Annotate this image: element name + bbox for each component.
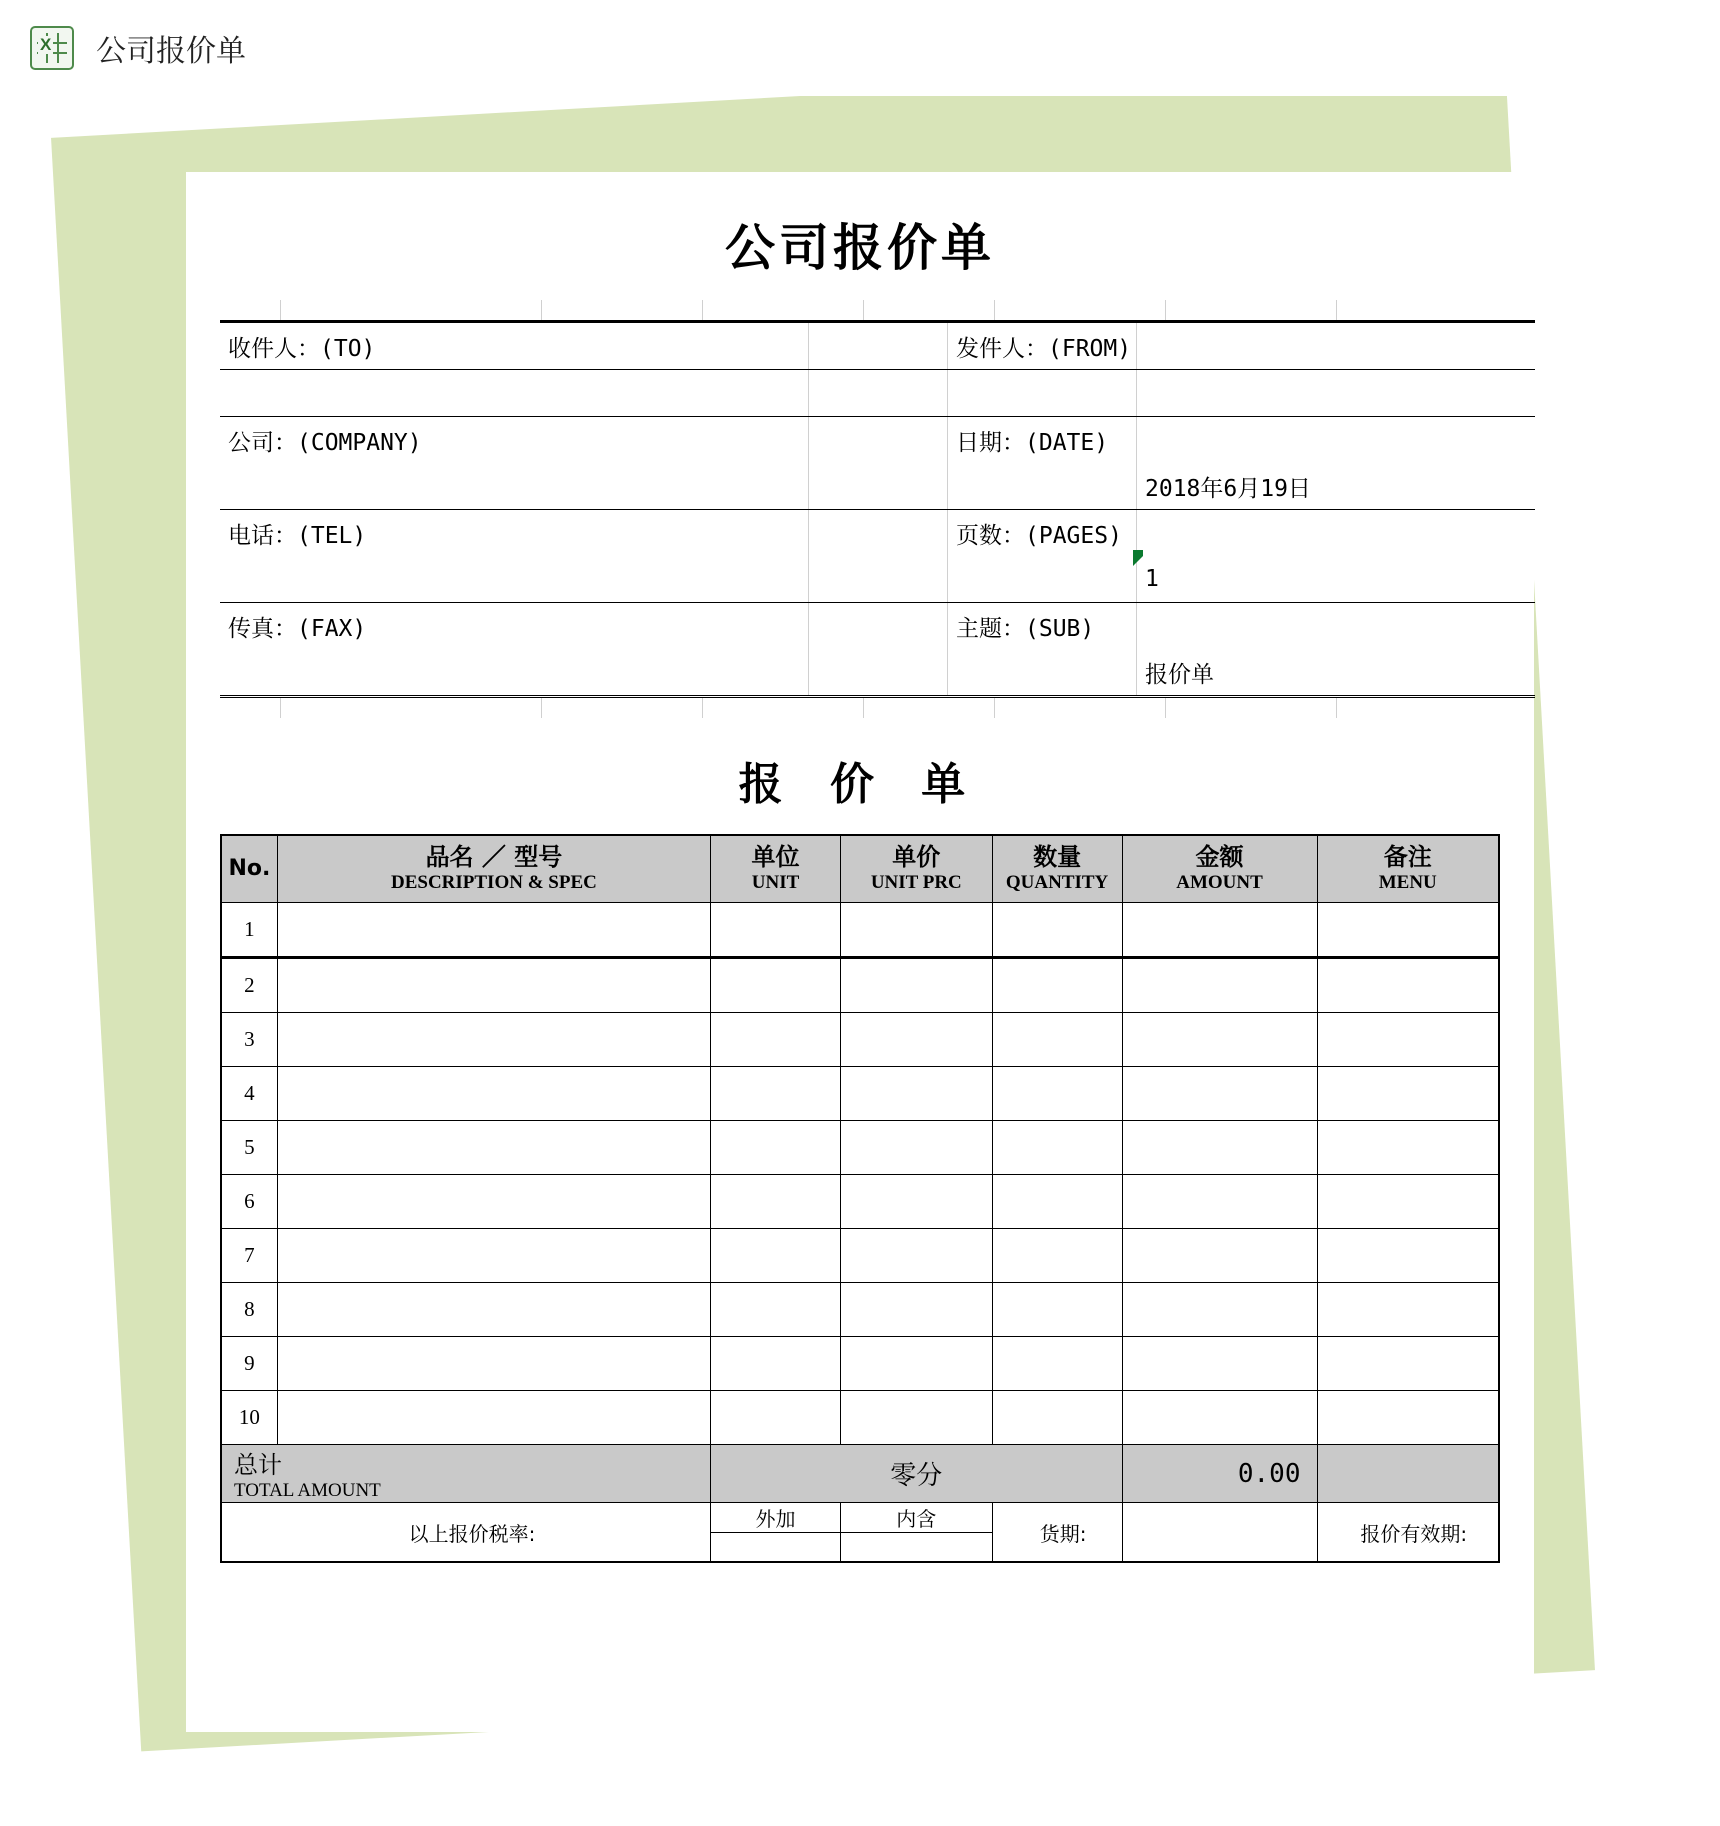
cell-description[interactable] bbox=[277, 1121, 710, 1175]
cell-amount[interactable] bbox=[1122, 1229, 1317, 1283]
cell-amount[interactable] bbox=[1122, 903, 1317, 958]
col-header-menu: 备注 MENU bbox=[1317, 835, 1499, 903]
cell-unit-price[interactable] bbox=[840, 1175, 992, 1229]
cell-description[interactable] bbox=[277, 1391, 710, 1445]
cell-quantity[interactable] bbox=[992, 958, 1122, 1013]
cell-menu[interactable] bbox=[1317, 1067, 1499, 1121]
x-letter-glyph: X bbox=[40, 35, 52, 54]
info-row-pages-value bbox=[220, 556, 1535, 603]
cell-menu[interactable] bbox=[1317, 958, 1499, 1013]
cell-menu[interactable] bbox=[1317, 1229, 1499, 1283]
cell-quantity[interactable] bbox=[992, 1013, 1122, 1067]
cell-unit-price[interactable] bbox=[840, 1283, 992, 1337]
field-pages-label: 页数：(PAGES) bbox=[948, 510, 1137, 557]
field-date-value[interactable]: 2018年6月19日 bbox=[1137, 463, 1536, 510]
table-row bbox=[221, 958, 1499, 1013]
field-to-value[interactable] bbox=[809, 322, 948, 370]
field-sub-value[interactable]: 报价单 bbox=[1137, 649, 1536, 697]
field-date-spacer bbox=[1137, 417, 1536, 464]
app-header bbox=[0, 0, 1720, 96]
cell-unit[interactable] bbox=[711, 1229, 841, 1283]
cell-amount[interactable] bbox=[1122, 1121, 1317, 1175]
info-row-fax bbox=[220, 603, 1535, 650]
cell-amount[interactable] bbox=[1122, 1013, 1317, 1067]
cell-quantity[interactable] bbox=[992, 1283, 1122, 1337]
col-header-unit-price: 单价 UNIT PRC bbox=[840, 835, 992, 903]
tax-option-external-value[interactable] bbox=[711, 1533, 840, 1562]
info-row-company bbox=[220, 417, 1535, 464]
cell-menu[interactable] bbox=[1317, 1013, 1499, 1067]
cell-quantity[interactable] bbox=[992, 1337, 1122, 1391]
field-fax-value[interactable] bbox=[809, 603, 948, 650]
table-row bbox=[221, 1067, 1499, 1121]
cell-unit[interactable] bbox=[711, 1391, 841, 1445]
delivery-value[interactable] bbox=[1122, 1503, 1317, 1563]
tax-option-internal-label: 内含 bbox=[841, 1503, 992, 1533]
row-index: 9 bbox=[221, 1337, 277, 1391]
table-row bbox=[221, 1337, 1499, 1391]
col-header-no: No. bbox=[221, 835, 277, 903]
cell-description[interactable] bbox=[277, 903, 710, 958]
table-row bbox=[221, 1283, 1499, 1337]
cell-unit[interactable] bbox=[711, 903, 841, 958]
row-index: 5 bbox=[221, 1121, 277, 1175]
cell-menu[interactable] bbox=[1317, 1283, 1499, 1337]
col-header-unit: 单位 UNIT bbox=[711, 835, 841, 903]
document-sheet bbox=[186, 172, 1534, 1732]
table-row bbox=[221, 1013, 1499, 1067]
cell-unit[interactable] bbox=[711, 958, 841, 1013]
field-pages-spacer bbox=[1137, 510, 1536, 557]
cell-unit[interactable] bbox=[711, 1013, 841, 1067]
table-row bbox=[221, 1391, 1499, 1445]
page-title: 公司报价单 bbox=[96, 34, 246, 69]
field-tel-label: 电话：(TEL) bbox=[220, 510, 809, 557]
row-index: 4 bbox=[221, 1067, 277, 1121]
table-row bbox=[221, 1175, 1499, 1229]
cell-quantity[interactable] bbox=[992, 1121, 1122, 1175]
row-index: 1 bbox=[221, 903, 277, 958]
cell-quantity[interactable] bbox=[992, 1175, 1122, 1229]
quotation-table bbox=[220, 834, 1500, 1563]
cell-amount[interactable] bbox=[1122, 1283, 1317, 1337]
field-pages-value[interactable] bbox=[1137, 556, 1536, 603]
cell-unit[interactable] bbox=[711, 1337, 841, 1391]
total-row bbox=[221, 1445, 1499, 1503]
field-tel-value[interactable] bbox=[809, 510, 948, 557]
info-row-to bbox=[220, 322, 1535, 370]
validity-label: 报价有效期: bbox=[1317, 1503, 1499, 1563]
pages-comment-marker: 1 bbox=[1145, 566, 1159, 592]
header-info-table bbox=[220, 320, 1535, 698]
col-header-description: 品名 ／ 型号 DESCRIPTION & SPEC bbox=[277, 835, 710, 903]
field-company-label: 公司：(COMPANY) bbox=[220, 417, 809, 464]
col-header-amount: 金额 AMOUNT bbox=[1122, 835, 1317, 903]
col-header-quantity: 数量 QUANTITY bbox=[992, 835, 1122, 903]
grid-strip-top bbox=[220, 300, 1507, 320]
footer-row bbox=[221, 1503, 1499, 1563]
cell-menu[interactable] bbox=[1317, 1337, 1499, 1391]
section-title: 报 价 单 bbox=[738, 759, 982, 810]
cell-amount[interactable] bbox=[1122, 1391, 1317, 1445]
tax-options-cell-2 bbox=[840, 1503, 992, 1563]
row-index: 10 bbox=[221, 1391, 277, 1445]
table-row bbox=[221, 1121, 1499, 1175]
table-row bbox=[221, 903, 1499, 958]
info-row-sub-value bbox=[220, 649, 1535, 697]
cell-unit-price[interactable] bbox=[840, 1337, 992, 1391]
cell-unit-price[interactable] bbox=[840, 1067, 992, 1121]
cell-unit-price[interactable] bbox=[840, 1013, 992, 1067]
row-index: 2 bbox=[221, 958, 277, 1013]
cell-unit-price[interactable] bbox=[840, 1391, 992, 1445]
field-from-value[interactable] bbox=[1137, 322, 1536, 370]
row-index: 6 bbox=[221, 1175, 277, 1229]
tax-options-cell bbox=[711, 1503, 841, 1563]
total-menu-cell bbox=[1317, 1445, 1499, 1503]
cell-menu[interactable] bbox=[1317, 1121, 1499, 1175]
field-sub-spacer bbox=[1137, 603, 1536, 650]
field-sub-label: 主题：(SUB) bbox=[948, 603, 1137, 650]
cell-description[interactable] bbox=[277, 1229, 710, 1283]
quotation-header-row bbox=[221, 835, 1499, 903]
cell-unit[interactable] bbox=[711, 1283, 841, 1337]
cell-description[interactable] bbox=[277, 1013, 710, 1067]
row-index: 7 bbox=[221, 1229, 277, 1283]
cell-description[interactable] bbox=[277, 958, 710, 1013]
row-index: 3 bbox=[221, 1013, 277, 1067]
cell-menu[interactable] bbox=[1317, 903, 1499, 958]
row-index: 8 bbox=[221, 1283, 277, 1337]
cell-amount[interactable] bbox=[1122, 1067, 1317, 1121]
delivery-label: 货期: bbox=[992, 1503, 1122, 1563]
cell-unit-price[interactable] bbox=[840, 958, 992, 1013]
cell-quantity[interactable] bbox=[992, 1229, 1122, 1283]
field-from-label: 发件人：(FROM) bbox=[948, 322, 1137, 370]
cell-unit-price[interactable] bbox=[840, 1229, 992, 1283]
cell-unit-price[interactable] bbox=[840, 903, 992, 958]
cell-amount[interactable] bbox=[1122, 958, 1317, 1013]
cell-menu[interactable] bbox=[1317, 1391, 1499, 1445]
cell-amount[interactable] bbox=[1122, 1337, 1317, 1391]
quotation-body bbox=[221, 903, 1499, 1563]
cell-description[interactable] bbox=[277, 1067, 710, 1121]
cell-unit[interactable] bbox=[711, 1067, 841, 1121]
total-amount-in-words: 零分 bbox=[711, 1445, 1123, 1503]
cell-unit-price[interactable] bbox=[840, 1121, 992, 1175]
cell-unit[interactable] bbox=[711, 1175, 841, 1229]
cell-amount[interactable] bbox=[1122, 1175, 1317, 1229]
cell-description[interactable] bbox=[277, 1175, 710, 1229]
total-amount-value: 0.00 bbox=[1122, 1445, 1317, 1503]
info-row-date-value bbox=[220, 463, 1535, 510]
cell-quantity[interactable] bbox=[992, 1067, 1122, 1121]
tax-option-internal-value[interactable] bbox=[841, 1533, 992, 1562]
table-row bbox=[221, 1229, 1499, 1283]
field-company-value[interactable] bbox=[809, 417, 948, 464]
cell-description[interactable] bbox=[277, 1337, 710, 1391]
cell-unit[interactable] bbox=[711, 1121, 841, 1175]
field-to-label: 收件人：(TO) bbox=[220, 322, 809, 370]
tax-option-external-label: 外加 bbox=[711, 1503, 840, 1533]
cell-quantity[interactable] bbox=[992, 903, 1122, 958]
cell-description[interactable] bbox=[277, 1283, 710, 1337]
info-row-tel bbox=[220, 510, 1535, 557]
document-title: 公司报价单 bbox=[725, 219, 995, 277]
info-row-spacer-1 bbox=[220, 370, 1535, 417]
tax-rate-label: 以上报价税率: bbox=[221, 1503, 711, 1563]
excel-file-icon bbox=[30, 26, 74, 70]
total-label: 总计 TOTAL AMOUNT bbox=[221, 1445, 711, 1503]
field-fax-label: 传真：(FAX) bbox=[220, 603, 809, 650]
cell-menu[interactable] bbox=[1317, 1175, 1499, 1229]
cell-quantity[interactable] bbox=[992, 1391, 1122, 1445]
grid-strip-bottom bbox=[220, 698, 1507, 718]
field-date-label: 日期：(DATE) bbox=[948, 417, 1137, 464]
